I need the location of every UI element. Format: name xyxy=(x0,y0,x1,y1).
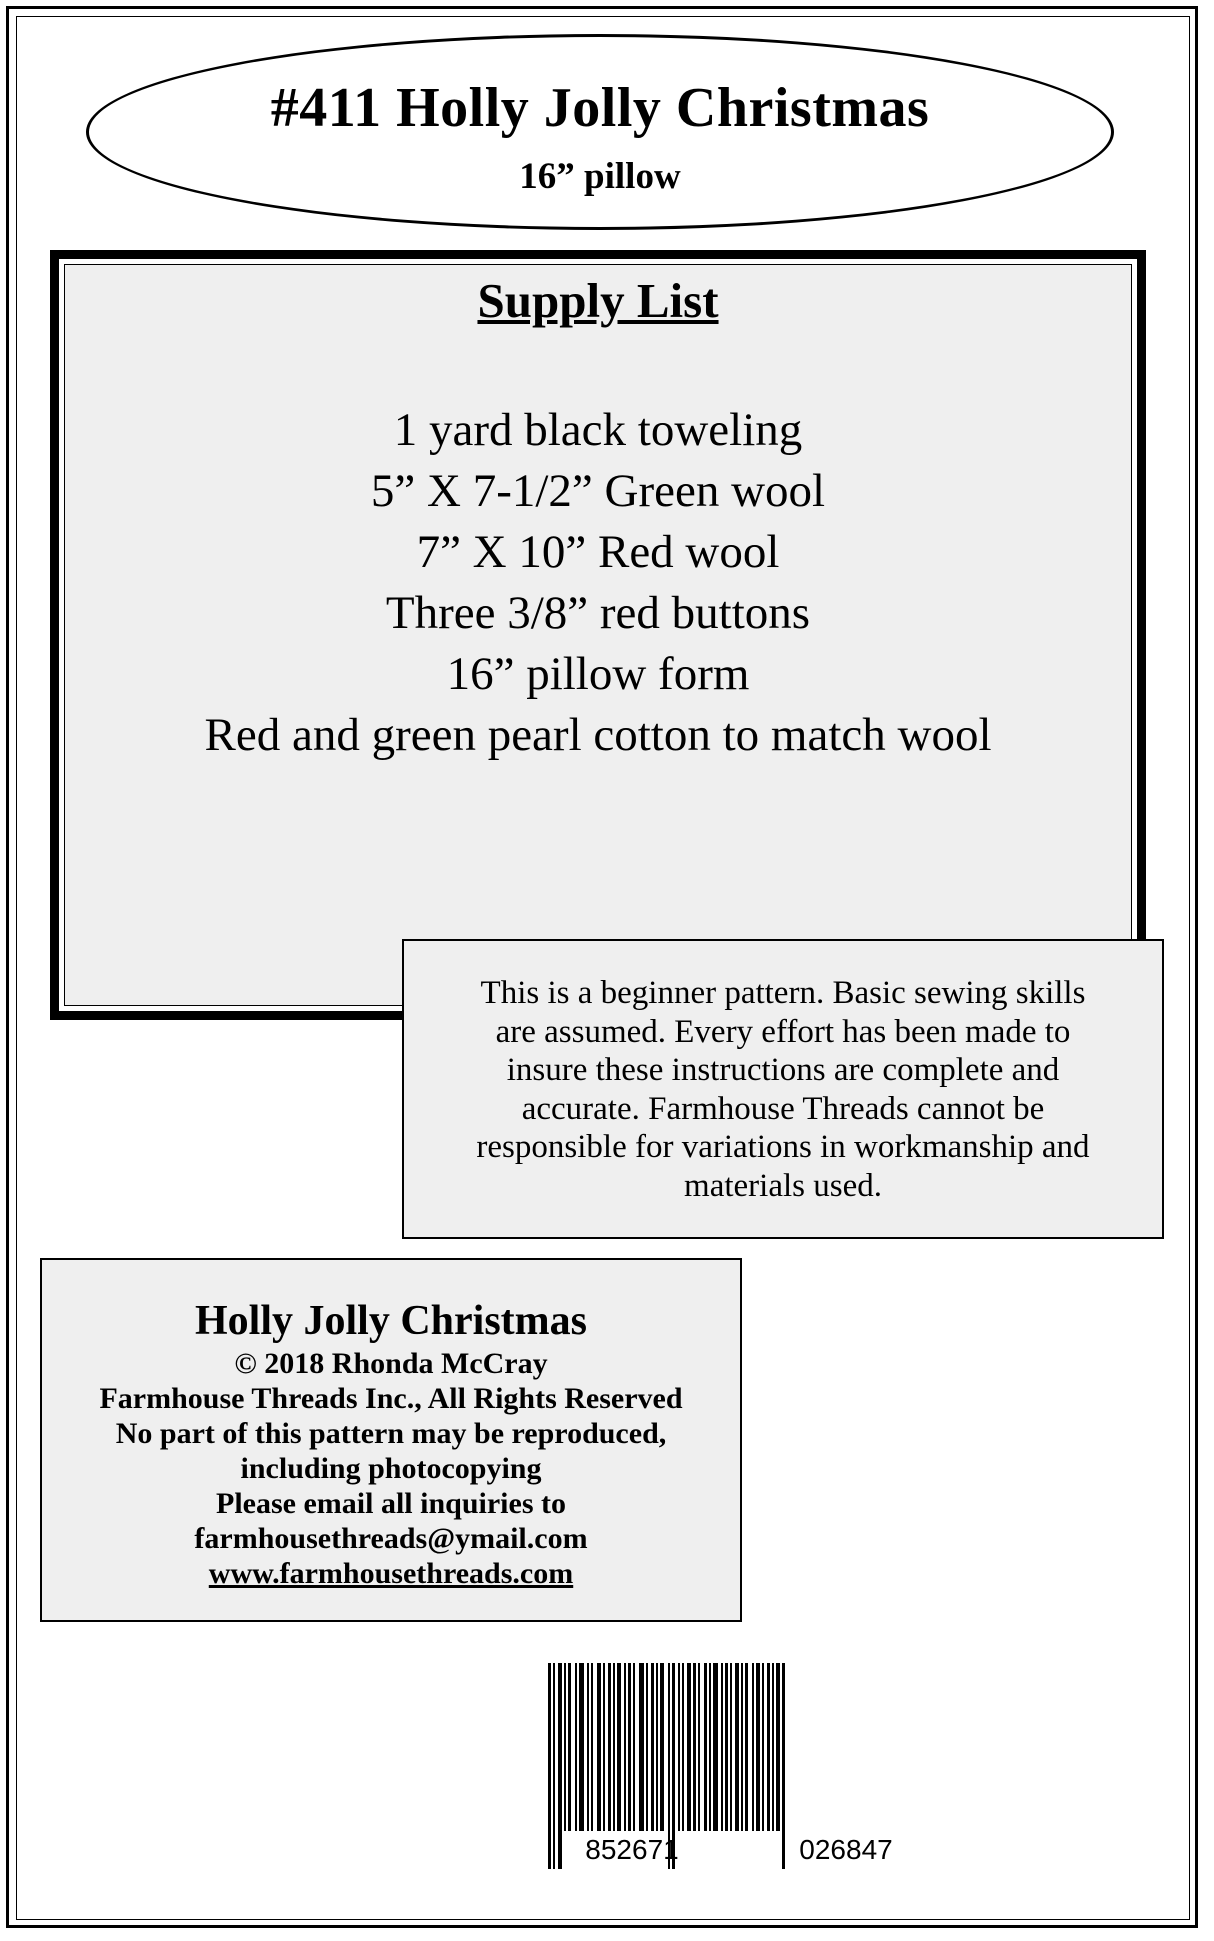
barcode-bar xyxy=(639,1663,644,1831)
rights-notice: Farmhouse Threads Inc., All Rights Reserved xyxy=(99,1382,683,1415)
barcode-bar xyxy=(597,1663,601,1831)
barcode-bar xyxy=(633,1663,635,1831)
supply-list-heading: Supply List xyxy=(477,273,719,328)
barcode-bar xyxy=(735,1663,739,1831)
contact-email[interactable]: farmhousethreads@ymail.com xyxy=(194,1522,588,1555)
barcode-bar xyxy=(704,1663,707,1831)
barcode-bar xyxy=(575,1663,577,1831)
copyright-box xyxy=(40,1258,742,1622)
disclaimer-box xyxy=(402,939,1164,1239)
copyright-title: Holly Jolly Christmas xyxy=(194,1298,587,1344)
barcode-bar xyxy=(660,1663,664,1831)
barcode-left-digits: 852671 xyxy=(585,1834,679,1865)
reproduction-notice: No part of this pattern may be reproduced, xyxy=(115,1417,667,1450)
barcode-bar xyxy=(568,1663,571,1831)
barcode-bar xyxy=(682,1663,684,1831)
barcode-bar xyxy=(687,1663,691,1831)
pattern-subtitle: 16” pillow xyxy=(519,156,681,197)
barcode-bar xyxy=(579,1663,584,1831)
disclaimer-line: This is a beginner pattern. Basic sewing skills xyxy=(480,975,1086,1011)
supply-list xyxy=(64,400,1132,766)
barcode-bar xyxy=(587,1663,589,1831)
barcode-bar xyxy=(741,1663,743,1831)
barcode-bar xyxy=(617,1663,621,1831)
barcode-bar xyxy=(772,1663,774,1831)
barcode-bar xyxy=(624,1663,626,1831)
disclaimer-line: responsible for variations in workmanship and xyxy=(476,1129,1090,1165)
barcode-bar xyxy=(752,1663,754,1831)
supply-item: 5” X 7-1/2” Green wool xyxy=(370,465,826,517)
barcode-bar xyxy=(721,1663,723,1831)
barcode-bar xyxy=(656,1663,658,1831)
supply-item: 1 yard black toweling xyxy=(393,404,803,456)
barcode-bar xyxy=(745,1663,748,1831)
barcode-bar xyxy=(678,1663,680,1831)
disclaimer-line: insure these instructions are complete and xyxy=(506,1052,1060,1088)
barcode-bar xyxy=(782,1663,785,1869)
barcode-bar xyxy=(651,1663,654,1831)
barcode-bar xyxy=(628,1663,631,1831)
inquiry-notice: Please email all inquiries to xyxy=(216,1487,566,1520)
disclaimer-line: accurate. Farmhouse Threads cannot be xyxy=(521,1090,1045,1127)
barcode-bar xyxy=(776,1663,780,1831)
barcode-bar xyxy=(709,1663,711,1831)
barcode-bar xyxy=(698,1663,700,1831)
disclaimer-line: are assumed. Every effort has been made to xyxy=(495,1013,1071,1050)
barcode-bar xyxy=(713,1663,718,1831)
barcode-bar xyxy=(553,1663,555,1869)
photocopy-notice: including photocopying xyxy=(240,1452,542,1485)
barcode-bar xyxy=(591,1663,593,1831)
barcode-bar xyxy=(730,1663,732,1831)
barcode-right-digits: 026847 xyxy=(799,1834,893,1865)
barcode-bar xyxy=(725,1663,728,1831)
copyright-notice: © 2018 Rhonda McCray xyxy=(234,1347,548,1380)
barcode-bar xyxy=(558,1663,562,1869)
barcode-graphic xyxy=(540,1663,944,1869)
barcode-bar xyxy=(762,1663,764,1831)
barcode-bar xyxy=(613,1663,615,1831)
barcode xyxy=(540,1663,944,1869)
disclaimer-line: materials used. xyxy=(684,1167,882,1204)
pattern-title: #411 Holly Jolly Christmas xyxy=(270,77,930,139)
website-link[interactable]: www.farmhousethreads.com xyxy=(208,1557,574,1590)
supply-item: Red and green pearl cotton to match wool xyxy=(204,709,992,761)
barcode-bar xyxy=(564,1663,566,1831)
barcode-bar xyxy=(608,1663,611,1831)
barcode-bar xyxy=(603,1663,605,1831)
supply-item: 7” X 10” Red wool xyxy=(416,526,780,578)
barcode-bar xyxy=(767,1663,770,1831)
barcode-bar xyxy=(756,1663,760,1831)
barcode-bar xyxy=(548,1663,551,1869)
barcode-bar xyxy=(646,1663,648,1831)
barcode-bar xyxy=(693,1663,696,1831)
supply-item: Three 3/8” red buttons xyxy=(385,587,811,639)
supply-item: 16” pillow form xyxy=(446,648,750,700)
